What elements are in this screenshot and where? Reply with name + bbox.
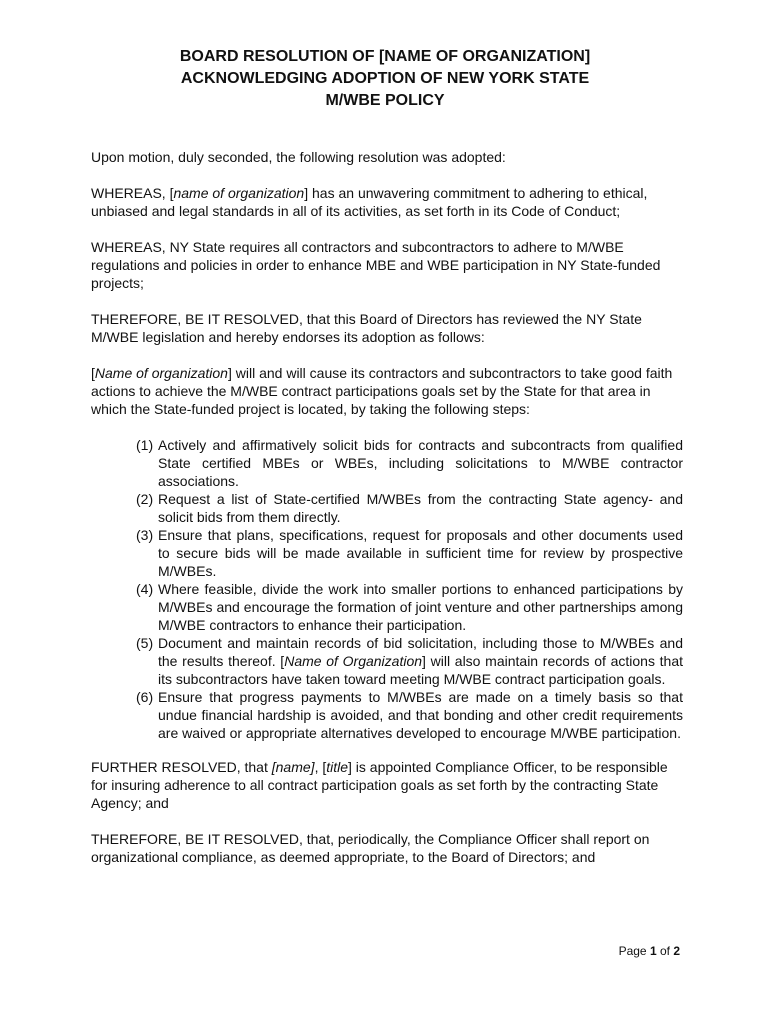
statement-paragraph [91,364,683,418]
statement-placeholder: Name of organization [94,365,228,381]
page-label: Page [618,944,650,958]
list-item [136,490,683,526]
step5-placeholder: Name of Organization [284,653,423,669]
further-title-placeholder: title [326,759,349,775]
therefore-paragraph-1: THEREFORE, BE IT RESOLVED, that this Board of Directors has reviewed the NY State M/WBE legislation and hereby endorses its adoption as follows: [91,311,642,345]
therefore-paragraph-2: THEREFORE, BE IT RESOLVED, that, periodically, the Compliance Officer shall report on organizational compliance, as deemed appropriate, to the Board of Directors; and [91,831,650,865]
whereas-paragraph-2: WHEREAS, NY State requires all contractors and subcontractors to adhere to M/WBE regulations and policies in order to enhance MBE and WBE participation in NY State-funded projects; [91,239,661,291]
step-number: (1) [136,437,154,453]
title-line-3: M/WBE POLICY [325,92,445,109]
further-name-placeholder: [name] [271,759,315,775]
step-number: (5) [136,635,154,651]
document-title [90,46,680,112]
page-number [619,944,680,958]
title-line-2: ACKNOWLEDGING ADOPTION OF NEW YORK STATE [180,70,590,87]
whereas1-prefix: WHEREAS, [ [91,185,174,201]
title-line-1: BOARD RESOLUTION OF [NAME OF ORGANIZATION] [179,48,591,65]
statement-prefix: [ [91,365,95,381]
further-suffix: ] is appointed Compliance Officer, to be responsible for insuring adherence to all contract participation goals as set forth by the contracting State Agency; and [91,759,668,811]
step-text: Ensure that plans, specifications, request for proposals and other documents used to secure bids will be made available in sufficient time for review by prospective M/WBEs. [158,527,683,579]
whereas1-placeholder: name of organization [173,185,305,201]
further-prefix: FURTHER RESOLVED, that [91,759,272,775]
of-label: of [656,944,674,958]
step-text: Actively and affirmatively solicit bids for contracts and subcontracts from qualified State certified MBEs or WBEs, including solicitations to M/WBE contractor associations. [158,437,683,489]
step5-prefix: Document and maintain records of bid solicitation, including those to M/WBEs and the results thereof. [ [158,635,683,669]
page-total: 2 [673,944,680,958]
step-number: (3) [136,527,154,543]
step-text: Where feasible, divide the work into smaller portions to enhanced participations by M/WBEs and encourage the formation of joint venture and other partnerships among M/WBE contractors to enhance their participation. [158,581,683,633]
list-item [136,580,683,634]
further-mid: , [ [314,759,327,775]
step-text: Request a list of State-certified M/WBEs from the contracting State agency- and solicit bids from them directly. [158,491,683,525]
list-item [136,436,683,490]
steps-list [91,436,683,742]
list-item [136,526,683,580]
step-number: (6) [136,689,154,705]
statement-suffix: ] will and will cause its contractors and subcontractors to take good faith actions to achieve the M/WBE contract participations goals set by the State for that area in which the State-funded project is located, by taking the following steps: [91,365,673,417]
page-current: 1 [649,944,657,958]
step-number: (4) [136,581,154,597]
further-resolved-paragraph [91,758,683,812]
step-number: (2) [136,491,154,507]
list-item [136,688,683,742]
document-body [91,148,683,884]
intro-paragraph: Upon motion, duly seconded, the following resolution was adopted: [91,149,506,165]
step-text: Ensure that progress payments to M/WBEs are made on a timely basis so that undue financial hardship is avoided, and that bonding and other credit requirements are waived or appropriate alternatives developed to encourage M/WBE participation. [158,689,683,741]
list-item [136,634,683,688]
step5-suffix: ] will also maintain records of actions that its subcontractors have taken toward meeting M/WBE contract participation goals. [158,653,683,687]
whereas-paragraph-1 [91,184,683,220]
whereas1-suffix: ] has an unwavering commitment to adhering to ethical, unbiased and legal standards in all of its activities, as set forth in its Code of Conduct; [91,185,648,219]
step-text [158,634,683,688]
